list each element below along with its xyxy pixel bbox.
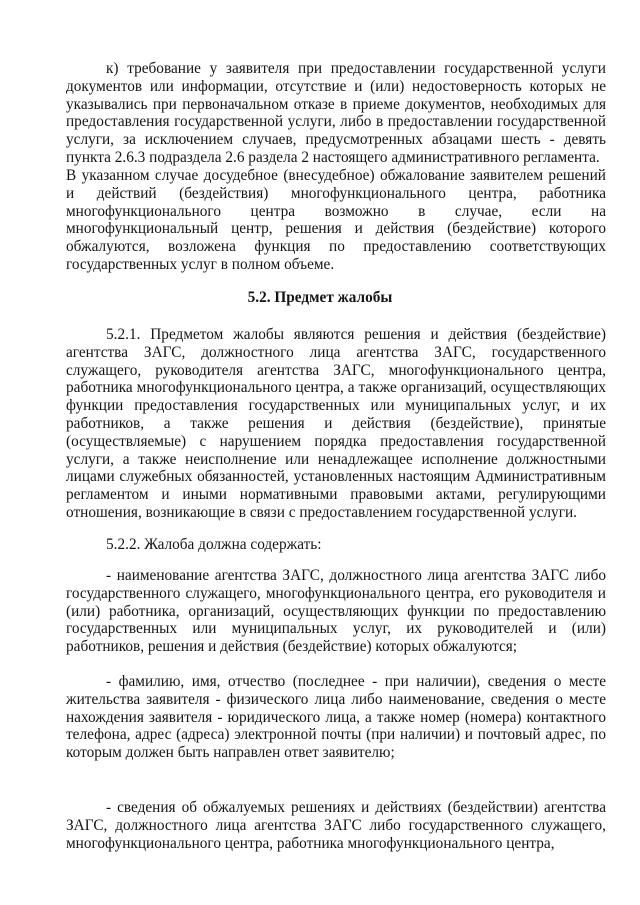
list-item: - наименование агентства ЗАГС, должностного лица агентства ЗАГС либо государственного служащего, многофункционального центра, его руководителя и (или) работника, организаций, осуществляющих функции по предоставлению государственных или муниципальных услуг, их руководителей и (или) работников, решения и действия (бездействие) которых обжалуются; (66, 567, 606, 656)
paragraph-item-k: к) требование у заявителя при предоставлении государственной услуги документов или информации, отсутствие и (или) недостоверность которых не указывались при первоначальном отказе в приеме документов, необходимых для предоставления государственной услуги, либо в предоставлении государственной услуги, за исключением случаев, предусмотренных абзацами шесть - девять пункта 2.6.3 подраздела 2.6 раздела 2 настоящего административного регламента. (66, 60, 606, 166)
paragraph-appeal-case: В указанном случае досудебное (внесудебное) обжалование заявителем решений и действий (бездействия) многофункционального центра, работника многофункционального центра возможно в случае, если на многофункциональный центр, решения и действия (бездействие) которого обжалуются, возложена функция по предоставлению соответствующих государственных услуг в полном объеме. (66, 167, 606, 273)
section-title: 5.2. Предмет жалобы (247, 289, 393, 306)
paragraph-5-2-2: 5.2.2. Жалоба должна содержать: (106, 536, 322, 553)
list-item: - сведения об обжалуемых решениях и действиях (бездействии) агентства ЗАГС, должностного лица агентства ЗАГС либо государственного служащего, многофункционального центра, работника многофункционального центра, (66, 799, 606, 852)
paragraph-5-2-1: 5.2.1. Предметом жалобы являются решения и действия (бездействие) агентства ЗАГС, должностного лица агентства ЗАГС, государственного служащего, руководителя агентства ЗАГС, многофункционального центра, работника многофункционального центра, а также организаций, осуществляющих функции предоставления государственных или муниципальных услуг, и их работников, а также решения и действия (бездействие), принятые (осуществляемые) с нарушением порядка предоставления государственной услуги, а также неисполнение или ненадлежащее исполнение должностными лицами служебных обязанностей, установленных настоящим Административным регламентом и иными нормативными правовыми актами, регулирующими отношения, возникающие в связи с предоставлением государственной услуги. (66, 326, 606, 521)
list-item: - фамилию, имя, отчество (последнее - при наличии), сведения о месте жительства заявителя - физического лица либо наименование, сведения о месте нахождения заявителя - юридического лица, а также номер (номера) контактного телефона, адрес (адреса) электронной почты (при наличии) и почтовый адрес, по которым должен быть направлен ответ заявителю; (66, 673, 606, 762)
